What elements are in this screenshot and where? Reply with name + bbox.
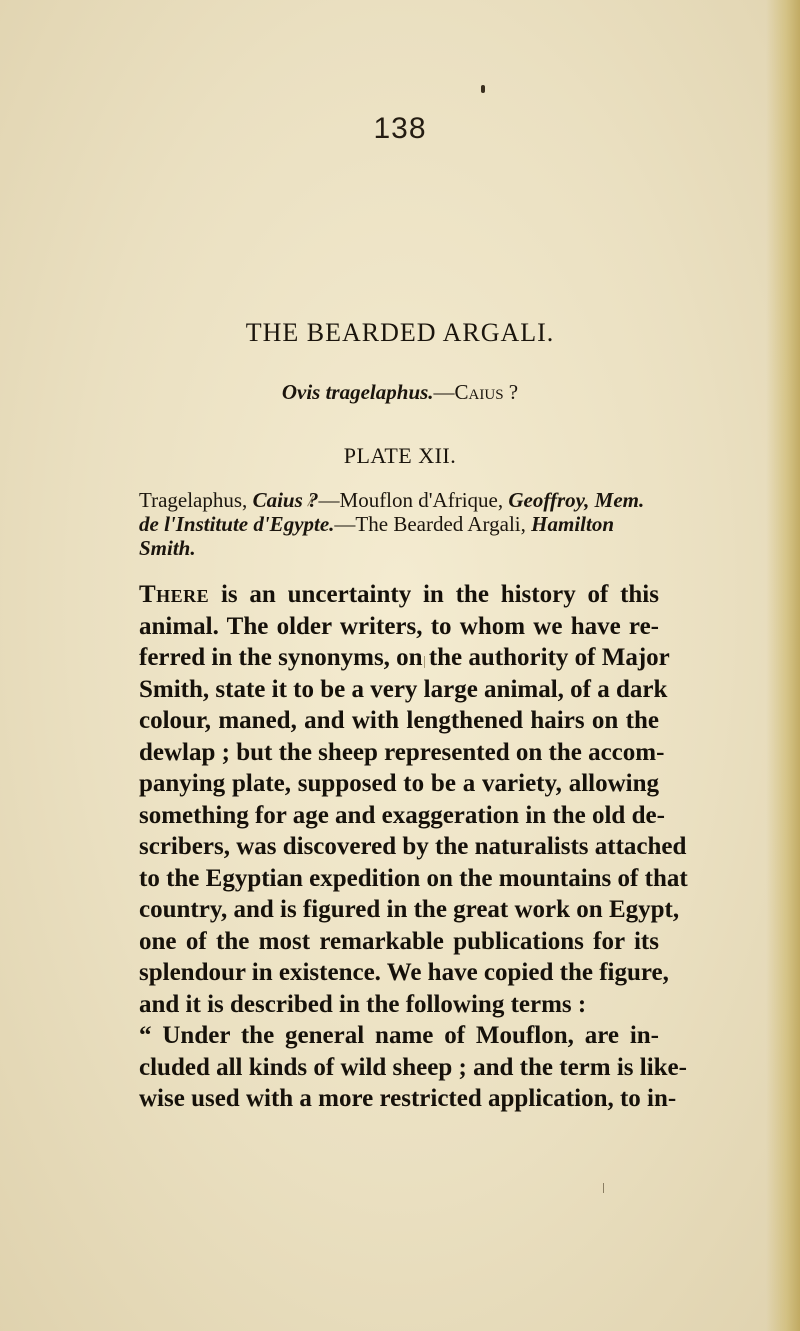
- species-dash: —: [433, 380, 455, 404]
- text-line-content: is an uncertainty in the history of this: [209, 581, 659, 608]
- text-line: colour, maned, and with lengthened hairs on the: [139, 707, 659, 734]
- page-number: 138: [373, 112, 427, 145]
- synonym-text: —Mouflon d'Afrique,: [318, 488, 509, 512]
- text-line: to the Egyptian expedition on the mountains of that: [139, 864, 688, 892]
- text-line: cluded all kinds of wild sheep ; and the term is like-: [139, 1053, 687, 1081]
- species-line: [0, 380, 800, 405]
- page-edge-shadow: [766, 0, 800, 1331]
- body-paragraph: [139, 579, 688, 1115]
- synonym-italic: Smith.: [139, 536, 196, 560]
- text-line: animal. The older writers, to whom we have re-: [139, 612, 659, 640]
- text-line: panying plate, supposed to be a variety, allowing: [139, 770, 659, 797]
- paper-speck: [603, 1183, 604, 1193]
- text-line: one of the most remarkable publications for its: [139, 927, 659, 955]
- synonym-text: Tragelaphus,: [139, 488, 253, 512]
- plate-label: PLATE XII.: [343, 443, 457, 468]
- text-line: “ Under the general name of Mouflon, are in-: [139, 1022, 659, 1049]
- opening-word: There: [139, 581, 210, 608]
- synonymy-line: [139, 536, 659, 560]
- species-authority: Caius ?: [454, 380, 519, 404]
- text-line: splendour in existence. We have copied the figure,: [139, 959, 669, 986]
- text-line: and it is described in the following terms :: [139, 990, 587, 1018]
- synonym-italic: Geoffroy, Mem.: [508, 488, 645, 512]
- text-line: something for age and exaggeration in the old de-: [139, 801, 665, 829]
- synonym-text: —The Bearded Argali,: [334, 512, 532, 536]
- synonym-italic: Hamilton: [531, 512, 615, 536]
- text-line: country, and is figured in the great work on Egypt,: [139, 896, 680, 923]
- text-line: ferred in the synonyms, on the authority of Major: [139, 644, 670, 671]
- synonymy-line: [139, 488, 659, 512]
- synonym-italic: Caius ?: [252, 488, 319, 512]
- text-line: dewlap ; but the sheep represented on the accom-: [139, 738, 665, 766]
- ink-speck: [481, 85, 485, 93]
- synonymy-block: [139, 488, 659, 560]
- synonymy-line: [139, 512, 659, 536]
- synonym-italic: de l'Institute d'Egypte.: [139, 512, 335, 536]
- scientific-name: Ovis tragelaphus.: [281, 380, 434, 404]
- text-line: [139, 579, 659, 611]
- text-line: wise used with a more restricted application, to in-: [139, 1085, 677, 1112]
- text-line: Smith, state it to be a very large animal, of a dark: [139, 675, 668, 703]
- chapter-title: THE BEARDED ARGALI.: [245, 318, 555, 347]
- text-line: scribers, was discovered by the naturalists attached: [139, 833, 687, 860]
